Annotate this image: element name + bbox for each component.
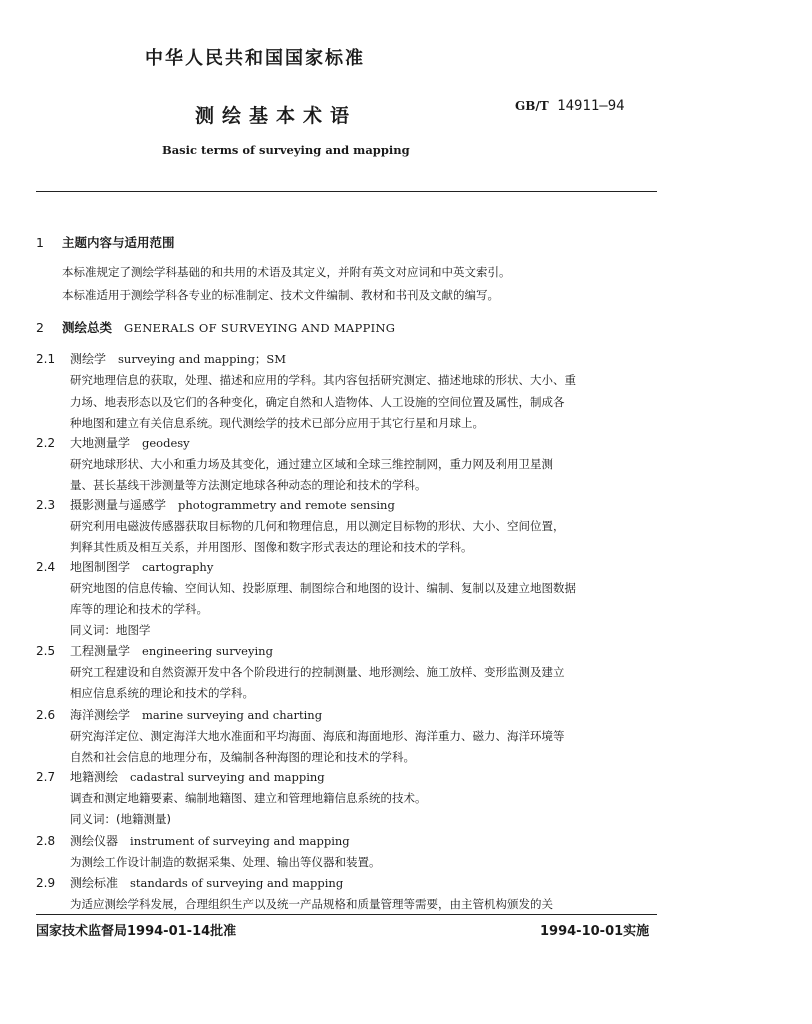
- definition-line: 研究地理信息的获取，处理、描述和应用的学科。其内容包括研究测定、描述地球的形状、大小、重: [70, 373, 576, 387]
- term-number: 2.6: [36, 708, 56, 722]
- definition-line: 量、甚长基线干涉测量等方法测定地球各种动态的理论和技术的学科。: [70, 478, 427, 492]
- term-cn: 测绘标准: [70, 876, 119, 890]
- term-entry-2-6: [36, 706, 322, 723]
- term-en: cadastral surveying and mapping: [130, 770, 325, 784]
- term-cn: 地图制图学: [70, 560, 131, 574]
- term-number: 2.4: [36, 560, 56, 574]
- term-en: surveying and mapping；SM: [118, 352, 287, 366]
- term-entry-2-4: [36, 558, 213, 575]
- term-en: engineering surveying: [142, 644, 273, 658]
- definition-line: 研究利用电磁波传感器获取目标物的几何和物理信息，用以测定目标物的形状、大小、空间位置，: [70, 519, 565, 533]
- term-number: 2.7: [36, 770, 56, 784]
- section-title: 主题内容与适用范围: [62, 235, 175, 250]
- term-entry-2-5: [36, 642, 273, 659]
- synonym-line: 同义词：地图学: [70, 623, 151, 637]
- standard-code: 14911—94: [557, 98, 625, 114]
- section-2-heading: [36, 318, 395, 336]
- term-entry-2-3: [36, 496, 395, 513]
- term-number: 2.1: [36, 352, 56, 366]
- term-en: marine surveying and charting: [142, 708, 323, 722]
- definition-line: 为测绘工作设计制造的数据采集、处理、输出等仪器和装置。: [70, 855, 381, 869]
- term-en: instrument of surveying and mapping: [130, 834, 350, 848]
- section-number: 1: [36, 235, 44, 250]
- term-cn: 测绘仪器: [70, 834, 119, 848]
- term-en: cartography: [142, 560, 214, 574]
- standard-prefix: GB/T: [515, 99, 549, 113]
- definition-line: 判释其性质及相互关系，并用图形、图像和数字形式表达的理论和技术的学科。: [70, 540, 473, 554]
- definition-line: 库等的理论和技术的学科。: [70, 602, 208, 616]
- term-number: 2.2: [36, 436, 56, 450]
- term-number: 2.9: [36, 876, 56, 890]
- term-cn: 地籍测绘: [70, 770, 119, 784]
- term-cn: 工程测量学: [70, 644, 131, 658]
- definition-line: 自然和社会信息的地理分布，及编制各种海图的理论和技术的学科。: [70, 750, 415, 764]
- section-1-heading: [36, 233, 175, 251]
- paragraph-line: 本标准规定了测绘学科基础的和共用的术语及其定义，并附有英文对应词和中英文索引。: [62, 265, 511, 279]
- term-cn: 海洋测绘学: [70, 708, 131, 722]
- term-entry-2-9: [36, 874, 343, 891]
- footer-divider: [36, 914, 657, 915]
- term-entry-2-2: [36, 434, 190, 451]
- term-number: 2.3: [36, 498, 56, 512]
- standard-number: [515, 98, 625, 114]
- term-en: geodesy: [142, 436, 190, 450]
- header-divider: [36, 191, 657, 192]
- term-cn: 测绘学: [70, 352, 107, 366]
- term-entry-2-8: [36, 832, 350, 849]
- paragraph-line: 本标准适用于测绘学科各专业的标准制定、技术文件编制、教材和书刊及文献的编写。: [62, 288, 499, 302]
- section-title-en: GENERALS OF SURVEYING AND MAPPING: [124, 321, 396, 335]
- document-title: 测绘基本术语: [195, 105, 358, 127]
- term-entry-2-7: [36, 768, 325, 785]
- english-title: Basic terms of surveying and mapping: [162, 143, 410, 157]
- definition-line: 种地图和建立有关信息系统。现代测绘学的技术已部分应用于其它行星和月球上。: [70, 416, 484, 430]
- term-entry-2-1: [36, 350, 286, 367]
- definition-line: 研究海洋定位、测定海洋大地水准面和平均海面、海底和海面地形、海洋重力、磁力、海洋环境等: [70, 729, 565, 743]
- approval-date: 国家技术监督局1994-01-14批准: [36, 924, 237, 939]
- effective-date: 1994-10-01实施: [540, 924, 650, 939]
- term-number: 2.8: [36, 834, 56, 848]
- section-title: 测绘总类: [62, 320, 113, 335]
- term-cn: 摄影测量与遥感学: [70, 498, 167, 512]
- term-cn: 大地测量学: [70, 436, 131, 450]
- definition-line: 研究地球形状、大小和重力场及其变化，通过建立区域和全球三维控制网，重力网及利用卫星测: [70, 457, 553, 471]
- term-en: photogrammetry and remote sensing: [178, 498, 395, 512]
- definition-line: 研究地图的信息传输、空间认知、投影原理、制图综合和地图的设计、编制、复制以及建立地图数据: [70, 581, 576, 595]
- term-en: standards of surveying and mapping: [130, 876, 344, 890]
- issuing-organization: 中华人民共和国国家标准: [145, 48, 365, 69]
- definition-line: 研究工程建设和自然资源开发中各个阶段进行的控制测量、地形测绘、施工放样、变形监测及建立: [70, 665, 565, 679]
- section-number: 2: [36, 320, 44, 335]
- synonym-line: 同义词：(地籍测量): [70, 812, 171, 826]
- definition-line: 为适应测绘学科发展，合理组织生产以及统一产品规格和质量管理等需要，由主管机构颁发的关: [70, 897, 553, 911]
- definition-line: 调查和测定地籍要素、编制地籍图、建立和管理地籍信息系统的技术。: [70, 791, 427, 805]
- definition-line: 力场、地表形态以及它们的各种变化，确定自然和人造物体、人工设施的空间位置及属性，制成各: [70, 395, 565, 409]
- term-number: 2.5: [36, 644, 56, 658]
- definition-line: 相应信息系统的理论和技术的学科。: [70, 686, 254, 700]
